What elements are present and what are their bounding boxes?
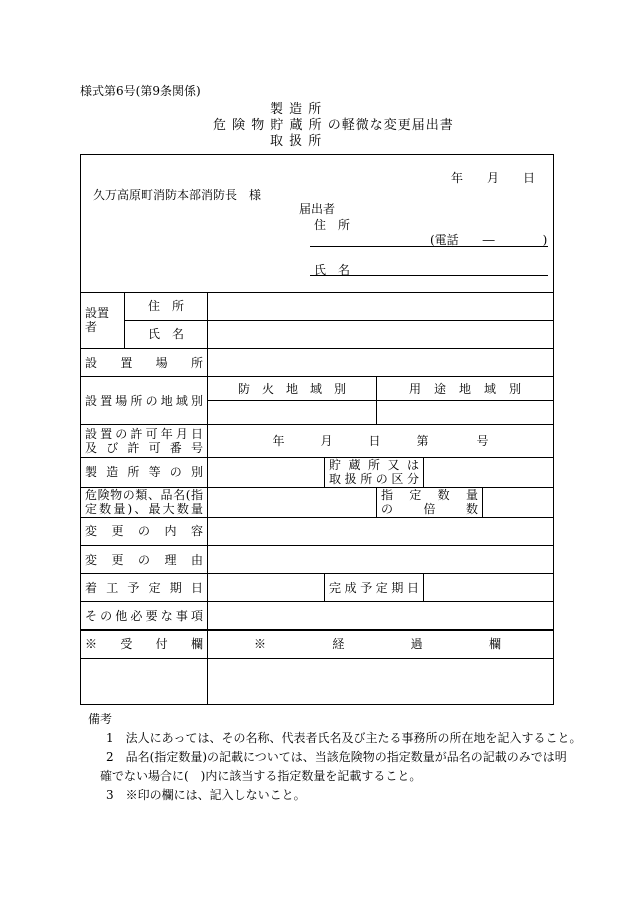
- multiple-input[interactable]: [483, 487, 554, 517]
- location-input[interactable]: [208, 349, 554, 377]
- form-id: 様式第6号(第9条関係): [80, 84, 201, 98]
- category-label: 貯蔵所又は 取扱所の区分: [325, 457, 424, 487]
- hazmat-input[interactable]: [208, 487, 377, 517]
- notes: [88, 710, 582, 805]
- permit-label: 設置の許可年月日 及び許可番号: [81, 425, 208, 457]
- hazmat-label: 危険物の類、品名(指 定数量)、最大数量: [81, 487, 208, 517]
- end-date-label: 完成予定期日: [325, 574, 424, 602]
- progress-label: ※ 経 過 欄: [208, 630, 554, 658]
- note-2-cont: 確でない場合に( )内に該当する指定数量を記載すること。: [100, 769, 422, 783]
- name-line[interactable]: [310, 275, 548, 276]
- reception-label: ※ 受 付 欄: [81, 630, 208, 658]
- change-reason-label: 変更の理由: [81, 546, 208, 574]
- progress-input: [208, 658, 554, 704]
- change-content-label: 変更の内容: [81, 517, 208, 545]
- header-block: [81, 155, 554, 293]
- applicant-label: 届出者: [299, 202, 336, 216]
- title-line-1: 製 造 所: [270, 102, 323, 117]
- date-field[interactable]: 年 月 日: [451, 171, 536, 185]
- use-zone-label: 用途地域別: [377, 377, 554, 401]
- start-date-label: 着工予定期日: [81, 574, 208, 602]
- note-1: 1 法人にあっては、その名称、代表者氏名及び主たる事務所の所在地を記入すること。: [106, 731, 582, 745]
- fire-zone-label: 防火地域別: [208, 377, 377, 401]
- facility-type-input[interactable]: [208, 457, 325, 487]
- form-table: [80, 154, 554, 705]
- note-3: 3 ※印の欄には、記入しないこと。: [106, 788, 306, 802]
- reception-input: [81, 658, 208, 704]
- multiple-label: 指定数量 の倍数: [377, 487, 483, 517]
- setter-label: 設置者: [81, 292, 125, 348]
- applicant-address-label: 住 所: [314, 218, 351, 232]
- change-reason-input[interactable]: [208, 546, 554, 574]
- use-zone-input[interactable]: [377, 401, 554, 425]
- tel-field[interactable]: (電話 ― ): [430, 233, 548, 247]
- zone-label: 設置場所の地域別: [81, 377, 208, 425]
- facility-type-label: 製造所等の別: [81, 457, 208, 487]
- setter-name-input[interactable]: [208, 320, 554, 348]
- setter-address-label: 住 所: [125, 292, 208, 320]
- start-date-input[interactable]: [208, 574, 325, 602]
- change-content-input[interactable]: [208, 517, 554, 545]
- title-line-2: 危 険 物 貯 蔵 所 の軽微な変更届出書: [213, 118, 454, 133]
- applicant-name-label: 氏 名: [314, 263, 351, 277]
- other-input[interactable]: [208, 602, 554, 630]
- title-line-3: 取 扱 所: [270, 134, 323, 149]
- addressee: 久万高原町消防本部消防長 様: [93, 188, 262, 202]
- location-label: 設置場所: [81, 349, 208, 377]
- notes-title: 備考: [88, 712, 113, 726]
- setter-name-label: 氏 名: [125, 320, 208, 348]
- end-date-input[interactable]: [424, 574, 554, 602]
- setter-address-input[interactable]: [208, 292, 554, 320]
- category-input[interactable]: [424, 457, 554, 487]
- note-2: 2 品名(指定数量)の記載については、当該危険物の指定数量が品名の記載のみでは明: [106, 750, 567, 764]
- other-label: その他必要な事項: [81, 602, 208, 630]
- fire-zone-input[interactable]: [208, 401, 377, 425]
- permit-input[interactable]: 年 月 日 第 号: [208, 425, 554, 457]
